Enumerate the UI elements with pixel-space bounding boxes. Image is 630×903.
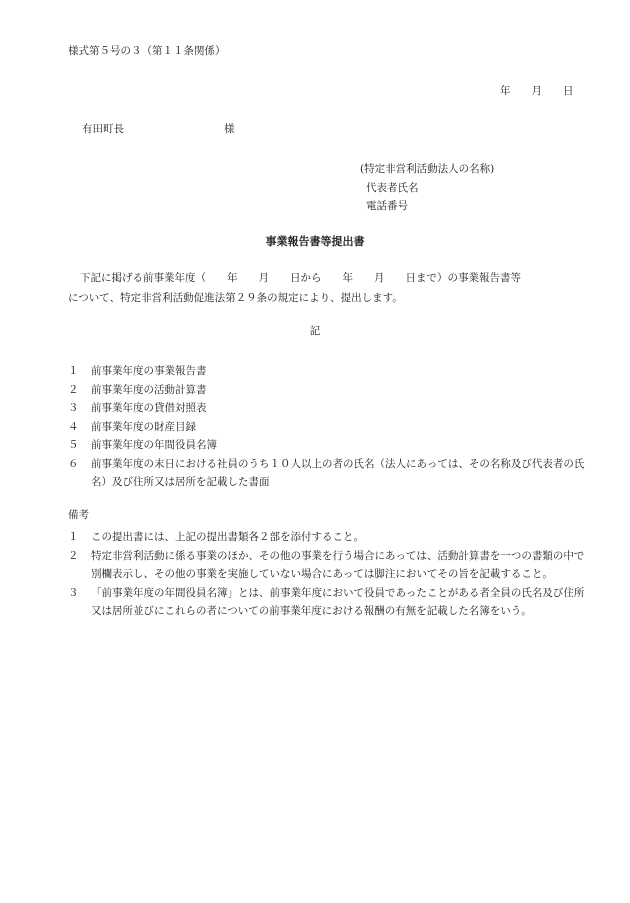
list-item <box>68 418 588 437</box>
date-day: 日 <box>563 85 574 97</box>
item-text: 前事業年度の貸借対照表 <box>91 402 207 414</box>
body-line-1: 下記に掲げる前事業年度（ 年 月 日から 年 月 日まで）の事業報告書等 <box>80 272 521 284</box>
note-number: １ <box>68 531 79 543</box>
date-year: 年 <box>500 85 511 97</box>
note-text: この提出書には、上記の提出書類各２部を添付すること。 <box>91 531 364 543</box>
document-title: 事業報告書等提出書 <box>265 235 365 248</box>
sender-block <box>360 160 494 216</box>
item-text: 前事業年度の事業報告書 <box>91 365 207 377</box>
note-text: 「前事業年度の年間役員名簿」とは、前事業年度において役員であったことがある者全員の氏名及び住所又は居所並びにこれらの者についての前事業年度における報酬の有無を記載した名簿をいう。 <box>91 586 585 617</box>
body-paragraph <box>68 268 588 308</box>
date-line <box>500 86 574 97</box>
list-item <box>68 584 588 621</box>
item-text: 前事業年度の財産目録 <box>91 420 196 433</box>
list-item <box>68 547 588 584</box>
note-text: 特定非営利活動に係る事業のほか、その他の事業を行う場合にあっては、活動計算書を一つの書類の中で別欄表示し、その他の事業を実施していない場合にあっては脚注においてその旨を記載すること。 <box>91 549 585 580</box>
item-number: ６ <box>68 457 79 470</box>
addressee-honorific: 様 <box>224 123 235 135</box>
item-list <box>68 362 588 492</box>
note-number: ２ <box>68 549 79 562</box>
item-text: 前事業年度の年間役員名簿 <box>91 439 217 451</box>
list-item <box>68 455 588 492</box>
list-item <box>68 436 588 455</box>
addressee-name: 有田町長 <box>82 123 124 135</box>
item-number: ２ <box>68 383 79 396</box>
ki-heading: 記 <box>309 325 321 337</box>
sender-representative: 代表者氏名 <box>366 181 419 194</box>
notes-list <box>68 528 588 621</box>
sender-org-name: (特定非営利活動法人の名称) <box>360 163 495 175</box>
item-text: 前事業年度の活動計算書 <box>91 383 207 396</box>
item-number: ５ <box>68 439 79 451</box>
sender-phone: 電話番号 <box>366 200 408 212</box>
notes-heading: 備考 <box>68 509 89 521</box>
list-item <box>68 381 588 400</box>
form-number: 様式第５号の３（第１１条関係） <box>68 45 226 57</box>
body-line-2: について、特定非営利活動促進法第２９条の規定により、提出します。 <box>68 292 403 304</box>
note-number: ３ <box>68 586 79 599</box>
item-number: １ <box>68 365 79 377</box>
item-number: ４ <box>68 420 79 433</box>
list-item <box>68 362 588 381</box>
list-item <box>68 528 588 547</box>
date-month: 月 <box>531 85 542 97</box>
item-text: 前事業年度の末日における社員のうち１０人以上の者の氏名（法人にあっては、その名称及び代表者の氏名）及び住所又は居所を記載した書面 <box>91 457 585 488</box>
item-number: ３ <box>68 402 79 414</box>
list-item <box>68 399 588 418</box>
